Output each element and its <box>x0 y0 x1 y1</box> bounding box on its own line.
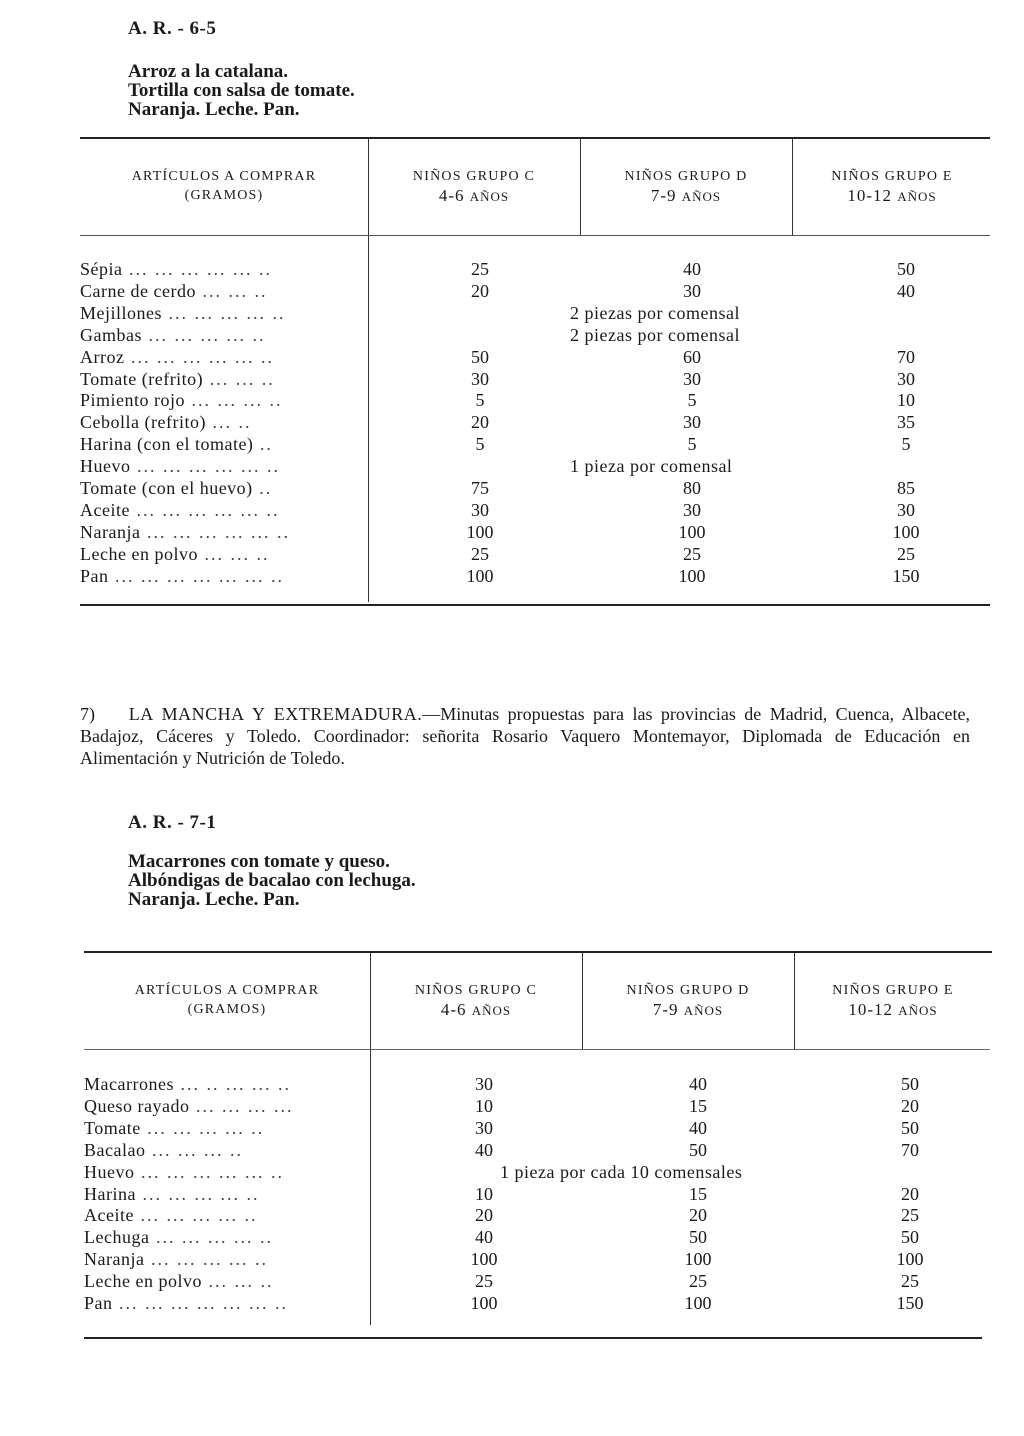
row-value-group-d: 15 <box>689 1183 707 1204</box>
row-span-note: 1 pieza por comensal <box>570 456 733 477</box>
row-value-group-d: 40 <box>683 259 701 279</box>
row-span-note: 2 piezas por comensal <box>570 302 740 323</box>
row-item-name: Pan ... ... ... ... ... ... .. <box>84 1293 288 1313</box>
table-row <box>0 1140 1024 1162</box>
row-item-name: Lechuga ... ... ... ... .. <box>84 1227 273 1248</box>
row-value-group-d: 20 <box>689 1205 707 1226</box>
table2-header-group-d: NIÑOS GRUPO D 7-9 AÑOS <box>626 983 750 1019</box>
row-value-group-e: 5 <box>901 434 911 455</box>
menu-line: Tortilla con salsa de tomate. <box>128 80 355 101</box>
row-value-group-c: 10 <box>475 1095 493 1116</box>
table-row <box>0 522 1024 544</box>
row-item-name: Harina ... ... ... ... .. <box>84 1183 260 1204</box>
row-item-name: Mejillones ... ... ... ... .. <box>80 302 286 323</box>
row-item-name: Tomate (con el huevo) .. <box>80 478 273 498</box>
menu-line: Macarrones con tomate y queso. <box>128 851 390 872</box>
table1-header-rule <box>80 235 990 236</box>
paragraph-title: LA MANCHA Y EXTREMADURA. <box>128 704 423 724</box>
table-row <box>0 303 1024 325</box>
row-item-name: Bacalao ... ... ... .. <box>84 1139 243 1160</box>
row-value-group-e: 30 <box>897 368 915 389</box>
table-row <box>0 259 1024 281</box>
row-value-group-e: 70 <box>897 346 915 367</box>
table-row <box>0 478 1024 500</box>
table2-header-group-e: NIÑOS GRUPO E 10-12 AÑOS <box>832 983 954 1019</box>
table-row <box>0 566 1024 588</box>
table1-header-articles: ARTÍCULOS A COMPRAR (GRAMOS) <box>131 169 317 203</box>
row-item-name: Aceite ... ... ... ... .. <box>84 1205 258 1226</box>
table-row <box>0 1096 1024 1118</box>
row-item-name: Arroz ... ... ... ... ... .. <box>80 346 274 367</box>
row-item-name: Harina (con el tomate) .. <box>80 434 273 455</box>
table-row <box>0 1293 1024 1315</box>
row-value-group-c: 40 <box>475 1227 493 1248</box>
row-value-group-c: 10 <box>475 1183 493 1204</box>
row-value-group-e: 40 <box>897 280 915 301</box>
table2-bottom-rule <box>84 1337 982 1339</box>
row-span-note: 2 piezas por comensal <box>570 324 740 345</box>
row-value-group-d: 30 <box>683 499 701 520</box>
row-value-group-c: 25 <box>475 1271 493 1292</box>
table-row <box>0 544 1024 566</box>
table-row <box>0 456 1024 478</box>
row-value-group-e: 100 <box>892 521 920 542</box>
table-row <box>0 281 1024 303</box>
table1-header-group-c: NIÑOS GRUPO C 4-6 AÑOS <box>412 169 536 205</box>
row-value-group-d: 30 <box>683 368 701 389</box>
row-value-group-d: 25 <box>683 543 701 564</box>
row-item-name: Naranja ... ... ... ... .. <box>84 1249 268 1270</box>
row-span-note: 1 pieza por cada 10 comensales <box>500 1161 743 1182</box>
menu-line: Naranja. Leche. Pan. <box>128 99 300 120</box>
row-value-group-c: 20 <box>471 412 489 433</box>
row-value-group-e: 20 <box>901 1095 919 1116</box>
row-item-name: Queso rayado ... ... ... ... <box>84 1095 294 1116</box>
row-value-group-d: 5 <box>687 434 697 455</box>
row-value-group-e: 25 <box>901 1205 919 1226</box>
section2-code: A. R. - 7-1 <box>128 812 217 833</box>
row-value-group-e: 20 <box>901 1183 919 1204</box>
menu-line: Albóndigas de bacalao con lechuga. <box>128 870 416 891</box>
row-value-group-d: 30 <box>683 280 701 301</box>
row-value-group-c: 50 <box>471 346 489 367</box>
row-value-group-e: 30 <box>897 499 915 520</box>
row-value-group-c: 40 <box>475 1139 493 1160</box>
row-value-group-d: 15 <box>689 1095 707 1116</box>
row-value-group-e: 50 <box>901 1227 919 1248</box>
table1-bottom-rule <box>80 604 990 606</box>
menu-line: Naranja. Leche. Pan. <box>128 889 300 910</box>
row-value-group-d: 100 <box>678 565 706 586</box>
row-value-group-d: 60 <box>683 346 701 367</box>
row-value-group-c: 25 <box>471 543 489 564</box>
table-row <box>0 1118 1024 1140</box>
row-value-group-c: 100 <box>470 1249 498 1270</box>
row-value-group-d: 50 <box>689 1139 707 1160</box>
table2-top-rule <box>84 951 992 953</box>
table-row <box>0 325 1024 347</box>
table1-header-group-d: NIÑOS GRUPO D 7-9 AÑOS <box>624 169 748 205</box>
row-value-group-c: 100 <box>470 1293 498 1313</box>
row-value-group-e: 35 <box>897 412 915 433</box>
row-value-group-d: 40 <box>689 1117 707 1138</box>
row-value-group-d: 50 <box>689 1227 707 1248</box>
row-value-group-d: 25 <box>689 1271 707 1292</box>
row-value-group-c: 30 <box>475 1117 493 1138</box>
table-row <box>0 390 1024 412</box>
row-value-group-d: 100 <box>684 1293 712 1313</box>
section1-menu <box>128 62 355 119</box>
row-value-group-c: 25 <box>471 259 489 279</box>
table-row <box>0 500 1024 522</box>
row-item-name: Aceite ... ... ... ... ... .. <box>80 499 280 520</box>
row-item-name: Gambas ... ... ... ... .. <box>80 324 266 345</box>
row-item-name: Naranja ... ... ... ... ... .. <box>80 521 290 542</box>
table2-header-articles: ARTÍCULOS A COMPRAR (GRAMOS) <box>134 983 320 1017</box>
row-item-name: Tomate ... ... ... ... .. <box>84 1117 265 1138</box>
row-value-group-d: 40 <box>689 1074 707 1094</box>
table-row <box>0 1227 1024 1249</box>
section1-code: A. R. - 6-5 <box>128 18 217 39</box>
table-row <box>0 347 1024 369</box>
table2-header-rule <box>84 1049 990 1050</box>
section-paragraph <box>80 703 970 769</box>
row-value-group-c: 5 <box>475 434 485 455</box>
row-item-name: Leche en polvo ... ... .. <box>84 1271 274 1292</box>
table-row <box>0 1162 1024 1184</box>
table2-header-group-c: NIÑOS GRUPO C 4-6 AÑOS <box>414 983 538 1019</box>
table1-header-group-e: NIÑOS GRUPO E 10-12 AÑOS <box>831 169 953 205</box>
row-item-name: Huevo ... ... ... ... ... .. <box>84 1161 284 1182</box>
row-value-group-e: 150 <box>892 565 920 586</box>
row-item-name: Pan ... ... ... ... ... ... .. <box>80 565 284 586</box>
row-item-name: Macarrones ... .. ... ... .. <box>84 1074 291 1094</box>
row-value-group-e: 25 <box>901 1271 919 1292</box>
row-value-group-d: 80 <box>683 478 701 498</box>
table-row <box>0 1205 1024 1227</box>
row-value-group-d: 100 <box>678 521 706 542</box>
menu-line: Arroz a la catalana. <box>128 61 289 82</box>
table-row <box>0 369 1024 391</box>
row-item-name: Huevo ... ... ... ... ... .. <box>80 456 280 477</box>
row-item-name: Cebolla (refrito) ... .. <box>80 412 252 433</box>
row-item-name: Tomate (refrito) ... ... .. <box>80 368 275 389</box>
row-item-name: Leche en polvo ... ... .. <box>80 543 270 564</box>
row-value-group-e: 10 <box>897 390 915 411</box>
row-value-group-e: 50 <box>901 1074 919 1094</box>
paragraph-number: 7) <box>80 704 95 724</box>
table-row <box>0 434 1024 456</box>
row-value-group-e: 25 <box>897 543 915 564</box>
section2-menu <box>128 852 416 909</box>
row-item-name: Carne de cerdo ... ... .. <box>80 280 268 301</box>
row-value-group-c: 30 <box>475 1074 493 1094</box>
table-row <box>0 1074 1024 1096</box>
row-value-group-e: 85 <box>897 478 915 498</box>
row-value-group-c: 100 <box>466 565 494 586</box>
row-value-group-e: 50 <box>897 259 915 279</box>
row-item-name: Sépia ... ... ... ... ... .. <box>80 259 272 279</box>
row-value-group-c: 30 <box>471 499 489 520</box>
row-item-name: Pimiento rojo ... ... ... .. <box>80 390 283 411</box>
row-value-group-c: 20 <box>471 280 489 301</box>
row-value-group-e: 70 <box>901 1139 919 1160</box>
row-value-group-e: 50 <box>901 1117 919 1138</box>
table-row <box>0 412 1024 434</box>
table-row <box>0 1271 1024 1293</box>
row-value-group-e: 100 <box>896 1249 924 1270</box>
row-value-group-e: 150 <box>896 1293 924 1313</box>
row-value-group-d: 5 <box>687 390 697 411</box>
row-value-group-c: 5 <box>475 390 485 411</box>
row-value-group-d: 100 <box>684 1249 712 1270</box>
table-row <box>0 1184 1024 1206</box>
paragraph-text: —Minutas propuestas para las provincias de Madrid, Cuenca, Albacete, Badajoz, Cáceres y Toledo. Coordinador: señorita Rosario Vaquero Montemayor, Diplomada de Educación en Alimentación y Nutrición de Toledo. <box>80 704 970 768</box>
row-value-group-c: 75 <box>471 478 489 498</box>
table-row <box>0 1249 1024 1271</box>
row-value-group-c: 20 <box>475 1205 493 1226</box>
row-value-group-c: 100 <box>466 521 494 542</box>
row-value-group-c: 30 <box>471 368 489 389</box>
table1-top-rule <box>80 137 990 139</box>
row-value-group-d: 30 <box>683 412 701 433</box>
